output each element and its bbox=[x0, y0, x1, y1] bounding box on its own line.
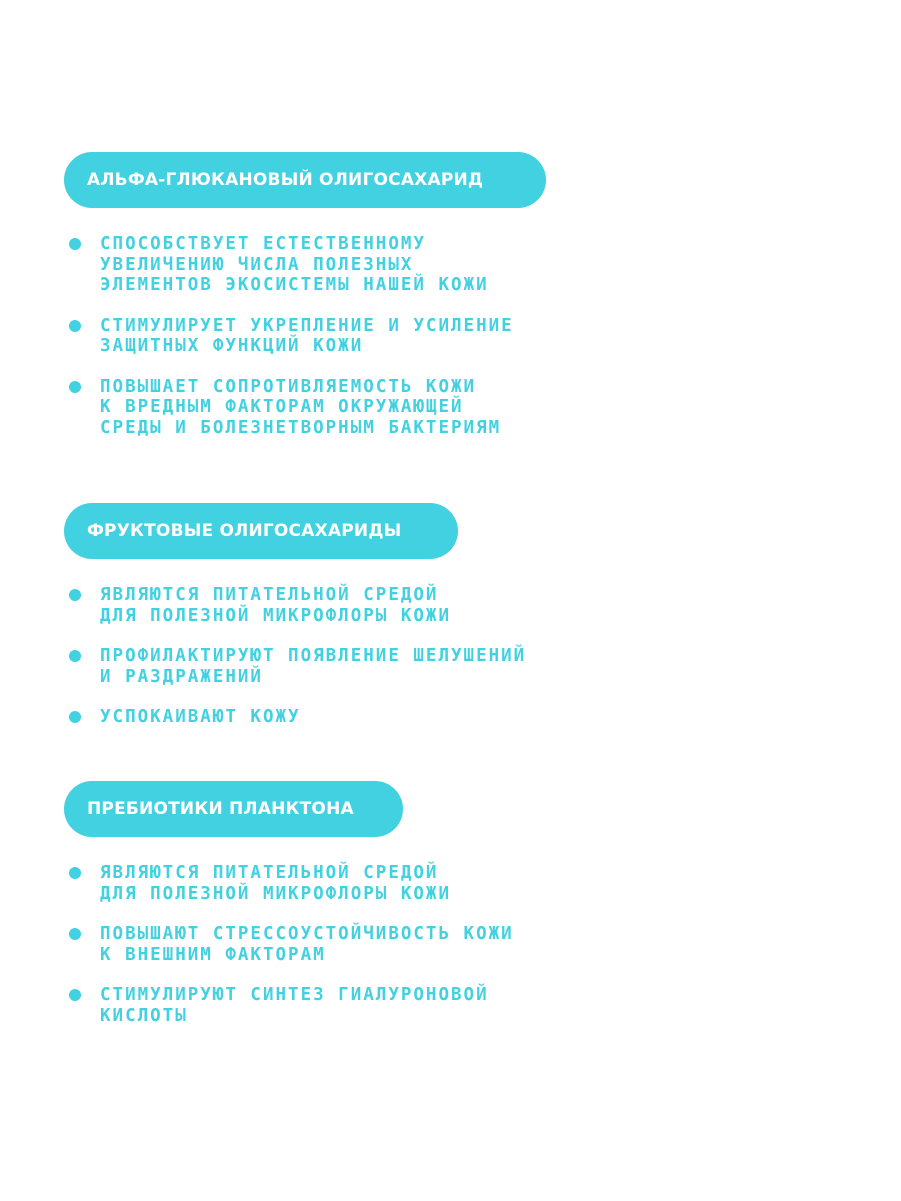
list-item bbox=[64, 707, 526, 728]
list-item bbox=[64, 863, 514, 904]
benefit-text: ЯВЛЯЮТСЯ ПИТАТЕЛЬНОЙ СРЕДОЙ ДЛЯ ПОЛЕЗНОЙ МИКРОФЛОРЫ КОЖИ bbox=[100, 585, 452, 626]
list-item bbox=[64, 234, 546, 296]
section-title-pill: ФРУКТОВЫЕ ОЛИГОСАХАРИДЫ bbox=[64, 503, 458, 559]
benefit-text: УСПОКАИВАЮТ КОЖУ bbox=[100, 707, 301, 727]
benefit-list bbox=[64, 234, 546, 438]
bullet-dot-icon bbox=[69, 381, 81, 393]
section-plankton-prebiotics bbox=[64, 781, 514, 1046]
list-item bbox=[64, 316, 546, 357]
benefit-text: ПОВЫШАЮТ СТРЕССОУСТОЙЧИВОСТЬ КОЖИ К ВНЕШНИМ ФАКТОРАМ bbox=[100, 924, 514, 965]
list-item bbox=[64, 985, 514, 1026]
bullet-dot-icon bbox=[69, 650, 81, 662]
bullet-dot-icon bbox=[69, 989, 81, 1001]
benefit-list bbox=[64, 585, 526, 728]
benefit-list bbox=[64, 863, 514, 1026]
bullet-dot-icon bbox=[69, 867, 81, 879]
section-alpha-glucan bbox=[64, 152, 546, 458]
benefit-text: ЯВЛЯЮТСЯ ПИТАТЕЛЬНОЙ СРЕДОЙ ДЛЯ ПОЛЕЗНОЙ МИКРОФЛОРЫ КОЖИ bbox=[100, 863, 452, 904]
list-item bbox=[64, 924, 514, 965]
bullet-dot-icon bbox=[69, 238, 81, 250]
bullet-dot-icon bbox=[69, 589, 81, 601]
benefit-text: ПРОФИЛАКТИРУЮТ ПОЯВЛЕНИЕ ШЕЛУШЕНИЙ И РАЗДРАЖЕНИЙ bbox=[100, 646, 527, 687]
section-title-pill: АЛЬФА-ГЛЮКАНОВЫЙ ОЛИГОСАХАРИД bbox=[64, 152, 546, 208]
bullet-dot-icon bbox=[69, 928, 81, 940]
benefit-text: СТИМУЛИРУЕТ УКРЕПЛЕНИЕ И УСИЛЕНИЕ ЗАЩИТНЫХ ФУНКЦИЙ КОЖИ bbox=[100, 315, 514, 356]
list-item bbox=[64, 377, 546, 439]
section-title-pill: ПРЕБИОТИКИ ПЛАНКТОНА bbox=[64, 781, 403, 837]
bullet-dot-icon bbox=[69, 711, 81, 723]
section-fructo-oligosaccharides bbox=[64, 503, 526, 748]
list-item bbox=[64, 585, 526, 626]
list-item bbox=[64, 646, 526, 687]
benefit-text: СПОСОБСТВУЕТ ЕСТЕСТВЕННОМУ УВЕЛИЧЕНИЮ ЧИСЛА ПОЛЕЗНЫХ ЭЛЕМЕНТОВ ЭКОСИСТЕМЫ НАШЕЙ КОЖИ bbox=[100, 234, 489, 295]
benefit-text: СТИМУЛИРУЮТ СИНТЕЗ ГИАЛУРОНОВОЙ КИСЛОТЫ bbox=[100, 985, 489, 1026]
bullet-dot-icon bbox=[69, 320, 81, 332]
benefit-text: ПОВЫШАЕТ СОПРОТИВЛЯЕМОСТЬ КОЖИ К ВРЕДНЫМ ФАКТОРАМ ОКРУЖАЮЩЕЙ СРЕДЫ И БОЛЕЗНЕТВОРНЫМ БАКТЕРИЯМ bbox=[100, 376, 502, 438]
